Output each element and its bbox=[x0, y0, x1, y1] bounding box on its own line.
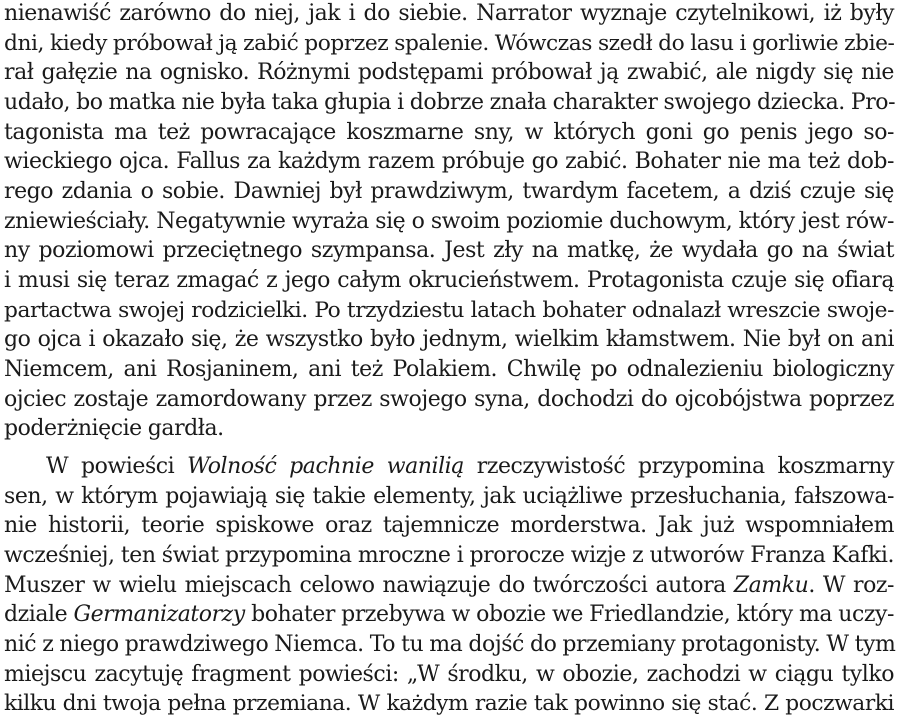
text-line bbox=[4, 236, 894, 266]
text-line-paragraph-start bbox=[46, 452, 894, 482]
text-segment: wcześniej, ten świat przypomina mroczne i prorocze wizje z utworów Franza Kafki. bbox=[4, 543, 894, 568]
text-line bbox=[4, 482, 894, 512]
text-line bbox=[4, 118, 894, 148]
text-segment: tagonista ma też powracające koszmarne sny, w których goni go penis jego so- bbox=[4, 120, 894, 145]
book-title-italic: Zamku bbox=[733, 573, 809, 598]
text-line-paragraph-end bbox=[4, 414, 894, 444]
text-segment: nienawiść zarówno do niej, jak i do siebie. Narrator wyznaje czytelnikowi, iż były bbox=[4, 1, 894, 26]
text-segment: dni, kiedy próbował ją zabić poprzez spalenie. Wówczas szedł do lasu i gorliwie zbie- bbox=[4, 31, 895, 56]
text-segment: miejscu zacytuję fragment powieści: „W środku, w obozie, zachodzi w ciągu tylko bbox=[4, 662, 894, 687]
text-segment: sen, w którym pojawiają się takie elementy, jak uciążliwe przesłuchania, fałszowa- bbox=[4, 484, 894, 509]
text-segment: wieckiego ojca. Fallus za każdym razem próbuje go zabić. Bohater nie ma też dob- bbox=[4, 149, 894, 174]
document-page bbox=[4, 0, 894, 727]
chapter-title-italic: Germanizatorzy bbox=[73, 602, 245, 627]
text-segment: poderżnięcie gardła. bbox=[4, 416, 224, 441]
text-segment: nić z niego prawdziwego Niemca. To tu ma dojść do przemiany protagonisty. W tym bbox=[4, 632, 896, 657]
text-line bbox=[4, 207, 894, 237]
text-segment: W powieści bbox=[46, 454, 188, 479]
text-segment: ojciec zostaje zamordowany przez swojego syna, dochodzi do ojcobójstwa poprzez bbox=[4, 387, 894, 412]
text-segment: dziale bbox=[4, 602, 74, 627]
text-segment: rzeczywistość przypomina koszmarny bbox=[463, 454, 894, 479]
text-segment: Muszer w wielu miejscach celowo nawiązuje do twórczości autora bbox=[4, 573, 734, 598]
text-segment: bohater przebywa w obozie we Friedlandzie, który ma uczy- bbox=[244, 602, 894, 627]
text-segment: rego zdania o sobie. Dawniej był prawdziwym, twardym facetem, a dziś czuje się bbox=[4, 179, 894, 204]
text-segment: i musi się teraz zmagać z jego całym okrucieństwem. Protagonista czuje się ofiarą bbox=[4, 268, 894, 293]
text-segment: rał gałęzie na ognisko. Różnymi podstępami próbował ją zwabić, ale nigdy się nie bbox=[4, 60, 894, 85]
text-line bbox=[4, 385, 894, 415]
text-line bbox=[4, 689, 894, 719]
text-line bbox=[4, 58, 894, 88]
text-line bbox=[4, 541, 894, 571]
text-segment: Niemcem, ani Rosjaninem, ani też Polakiem. Chwilę po odnalezieniu biologiczny bbox=[4, 357, 894, 382]
text-line bbox=[4, 0, 894, 29]
text-line bbox=[4, 325, 894, 355]
text-segment: nie historii, teorie spiskowe oraz tajemnicze morderstwa. Jak już wspomniałem bbox=[4, 513, 894, 538]
text-line bbox=[4, 88, 894, 118]
text-line bbox=[4, 355, 894, 385]
text-line bbox=[4, 630, 894, 660]
text-line bbox=[4, 266, 894, 296]
text-segment: ny poziomowi przeciętnego szympansa. Jest zły na matkę, że wydała go na świat bbox=[4, 238, 894, 263]
text-segment: . W roz- bbox=[808, 573, 894, 598]
book-title-italic: Wolność pachnie wanilią bbox=[187, 454, 464, 479]
text-line bbox=[4, 571, 894, 601]
text-line bbox=[4, 511, 894, 541]
text-segment: zniewieściały. Negatywnie wyraża się o swoim poziomie duchowym, który jest rów- bbox=[4, 209, 894, 234]
text-segment: go ojca i okazało się, że wszystko było jednym, wielkim kłamstwem. Nie był on ani bbox=[4, 327, 894, 352]
text-segment: udało, bo matka nie była taka głupia i dobrze znała charakter swojego dziecka. Pro- bbox=[4, 90, 896, 115]
text-line bbox=[4, 147, 894, 177]
text-line bbox=[4, 600, 894, 630]
text-line bbox=[4, 29, 894, 59]
text-line bbox=[4, 660, 894, 690]
text-line bbox=[4, 177, 894, 207]
text-segment: partactwa swojej rodzicielki. Po trzydziestu latach bohater odnalazł wreszcie swoje- bbox=[4, 298, 894, 323]
text-segment: kilku dni twoja pełna przemiana. W każdym razie tak powinno się stać. Z poczwarki bbox=[4, 691, 894, 716]
text-line bbox=[4, 296, 894, 326]
